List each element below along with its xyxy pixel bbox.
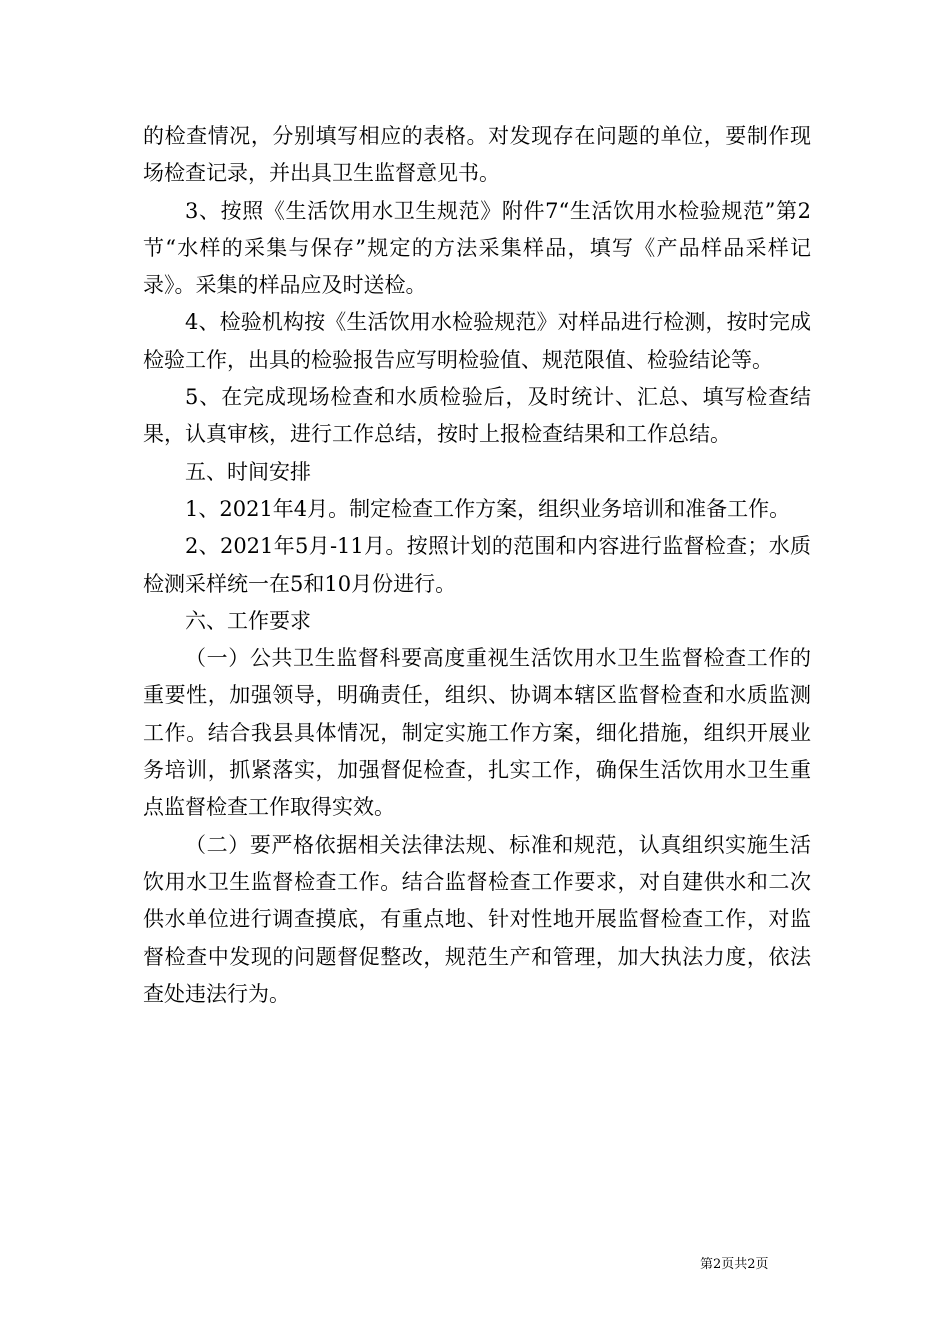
section-heading-schedule: 五、时间安排: [185, 459, 311, 484]
paragraph-item-4: 4、检验机构按《生活饮用水检验规范》对样品进行检测，按时完成检验工作，出具的检验报告应写明检验值、规范限值、检验结论等。: [143, 310, 811, 372]
paragraph-continuation: 的检查情况，分别填写相应的表格。对发现存在问题的单位，要制作现场检查记录，并出具卫生监督意见书。: [143, 124, 811, 186]
paragraph-item-3: 3、按照《生活饮用水卫生规范》附件7“生活饮用水检验规范”第2节“水样的采集与保存”规定的方法采集样品，填写《产品样品采样记录》。采集的样品应及时送检。: [143, 198, 811, 298]
schedule-item-1: 1、2021年4月。制定检查工作方案，组织业务培训和准备工作。: [185, 496, 791, 521]
document-body: [143, 118, 811, 1013]
schedule-item-2: 2、2021年5月-11月。按照计划的范围和内容进行监督检查；水质检测采样统一在5和10月份进行。: [143, 534, 811, 596]
page-number-footer: 第2页共2页: [700, 1257, 769, 1272]
paragraph-item-5: 5、在完成现场检查和水质检验后，及时统计、汇总、填写检查结果，认真审核，进行工作总结，按时上报检查结果和工作总结。: [143, 385, 811, 447]
requirement-item-1: （一）公共卫生监督科要高度重视生活饮用水卫生监督检查工作的重要性，加强领导，明确责任，组织、协调本辖区监督检查和水质监测工作。结合我县具体情况，制定实施工作方案，细化措施，组织开展业务培训，抓紧落实，加强督促检查，扎实工作，确保生活饮用水卫生重点监督检查工作取得实效。: [143, 646, 811, 820]
section-heading-requirements: 六、工作要求: [185, 608, 311, 633]
requirement-item-2: （二）要严格依据相关法律法规、标准和规范，认真组织实施生活饮用水卫生监督检查工作。结合监督检查工作要求，对自建供水和二次供水单位进行调查摸底，有重点地、针对性地开展监督检查工作，对监督检查中发现的问题督促整改，规范生产和管理，加大执法力度，依法查处违法行为。: [143, 832, 811, 1006]
